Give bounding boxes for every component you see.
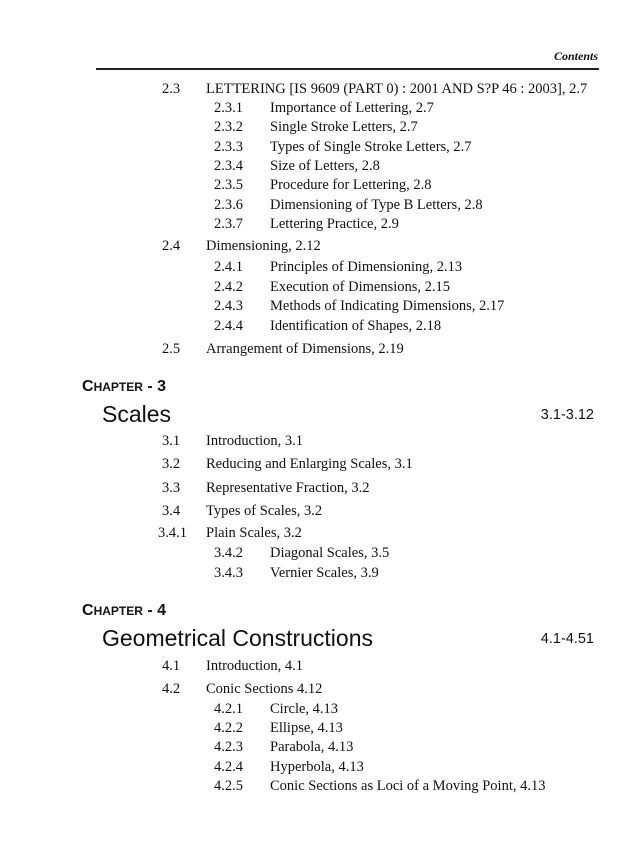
header-rule <box>96 68 599 70</box>
toc-entry-text: Procedure for Lettering, 2.8 <box>270 177 432 193</box>
toc-entry-number: 3.3 <box>162 480 181 496</box>
toc-entry-number: 2.3.3 <box>214 139 243 155</box>
toc-entry-text: Size of Letters, 2.8 <box>270 158 380 174</box>
chapter-label-initial: C <box>82 602 94 619</box>
toc-entry-text: Dimensioning, 2.12 <box>206 238 321 254</box>
toc-entry-number: 4.1 <box>162 658 181 674</box>
toc-entry-number: 4.2 <box>162 681 181 697</box>
toc-entry-number: 3.2 <box>162 456 181 472</box>
chapter-number: - 3 <box>147 378 167 395</box>
toc-entry-number: 2.4.4 <box>214 318 243 334</box>
toc-entry-text: Conic Sections as Loci of a Moving Point, 4.13 <box>270 778 546 794</box>
toc-entry-text: Types of Scales, 3.2 <box>206 503 323 519</box>
toc-entry-text: Diagonal Scales, 3.5 <box>270 545 390 561</box>
toc-entry-number: 2.3.4 <box>214 158 243 174</box>
toc-entry-number: 2.3.1 <box>214 100 243 116</box>
chapter-number: - 4 <box>147 602 167 619</box>
toc-entry-text: Parabola, 4.13 <box>270 739 354 755</box>
toc-entry-text: Dimensioning of Type B Letters, 2.8 <box>270 197 483 213</box>
chapter-label-rest: HAPTER <box>93 380 143 394</box>
chapter-page-range: 4.1-4.51 <box>540 631 594 647</box>
toc-entry-number: 2.4.1 <box>214 259 243 275</box>
toc-entry-number: 2.3.2 <box>214 119 243 135</box>
toc-entry-number: 4.2.5 <box>214 778 243 794</box>
toc-entry-number: 2.3 <box>162 81 181 97</box>
toc-entry-text: Introduction, 3.1 <box>206 433 304 449</box>
toc-entry-text: Reducing and Enlarging Scales, 3.1 <box>206 456 413 472</box>
page-header-title: Contents <box>553 49 598 63</box>
chapter-label-rest: HAPTER <box>93 604 143 618</box>
toc-entry-text: Types of Single Stroke Letters, 2.7 <box>270 139 472 155</box>
toc-entry-number: 2.4.2 <box>214 279 243 295</box>
toc-entry-number: 3.4.2 <box>214 545 243 561</box>
toc-entry-text: Vernier Scales, 3.9 <box>270 565 379 581</box>
toc-entry-number: 2.4 <box>162 238 181 254</box>
toc-entry-number: 2.4.3 <box>214 298 243 314</box>
toc-entry-text: Importance of Lettering, 2.7 <box>270 100 434 116</box>
toc-entry-text: Conic Sections 4.12 <box>206 681 323 697</box>
toc-entry-text: Execution of Dimensions, 2.15 <box>270 279 451 295</box>
chapter-title: Geometrical Constructions <box>102 625 373 651</box>
toc-entry-number: 4.2.3 <box>214 739 243 755</box>
chapter-label <box>82 602 166 620</box>
toc-entry-number: 4.2.2 <box>214 720 243 736</box>
chapter-label <box>82 378 166 396</box>
toc-entry-number: 2.3.5 <box>214 177 243 193</box>
toc-entry-number: 2.3.6 <box>214 197 243 213</box>
toc-entry-text: Identification of Shapes, 2.18 <box>270 318 442 334</box>
toc-entry-number: 3.4.3 <box>214 565 243 581</box>
toc-entry-number: 2.5 <box>162 341 181 357</box>
toc-entry-text: Circle, 4.13 <box>270 701 339 717</box>
toc-entry-text: LETTERING [IS 9609 (PART 0) : 2001 AND S?P 46 : 2003], 2.7 <box>206 81 588 97</box>
toc-entry-text: Methods of Indicating Dimensions, 2.17 <box>270 298 505 314</box>
toc-entry-text: Single Stroke Letters, 2.7 <box>270 119 418 135</box>
toc-entry-text: Lettering Practice, 2.9 <box>270 216 399 232</box>
toc-entry-number: 2.3.7 <box>214 216 243 232</box>
chapter-label-initial: C <box>82 378 94 395</box>
toc-entry-number: 3.1 <box>162 433 181 449</box>
toc-entry-number: 3.4 <box>162 503 181 519</box>
toc-entry-text: Hyperbola, 4.13 <box>270 759 364 775</box>
toc-entry-text: Principles of Dimensioning, 2.13 <box>270 259 463 275</box>
toc-entry-text: Introduction, 4.1 <box>206 658 304 674</box>
toc-entry-number: 4.2.4 <box>214 759 243 775</box>
toc-entry-number: 4.2.1 <box>214 701 243 717</box>
toc-entry-text: Ellipse, 4.13 <box>270 720 343 736</box>
chapter-title: Scales <box>102 401 172 427</box>
toc-entry-text: Plain Scales, 3.2 <box>206 525 302 541</box>
toc-entry-number: 3.4.1 <box>158 525 187 541</box>
toc-entry-text: Arrangement of Dimensions, 2.19 <box>206 341 404 357</box>
chapter-page-range: 3.1-3.12 <box>540 407 594 423</box>
toc-entry-text: Representative Fraction, 3.2 <box>206 480 370 496</box>
